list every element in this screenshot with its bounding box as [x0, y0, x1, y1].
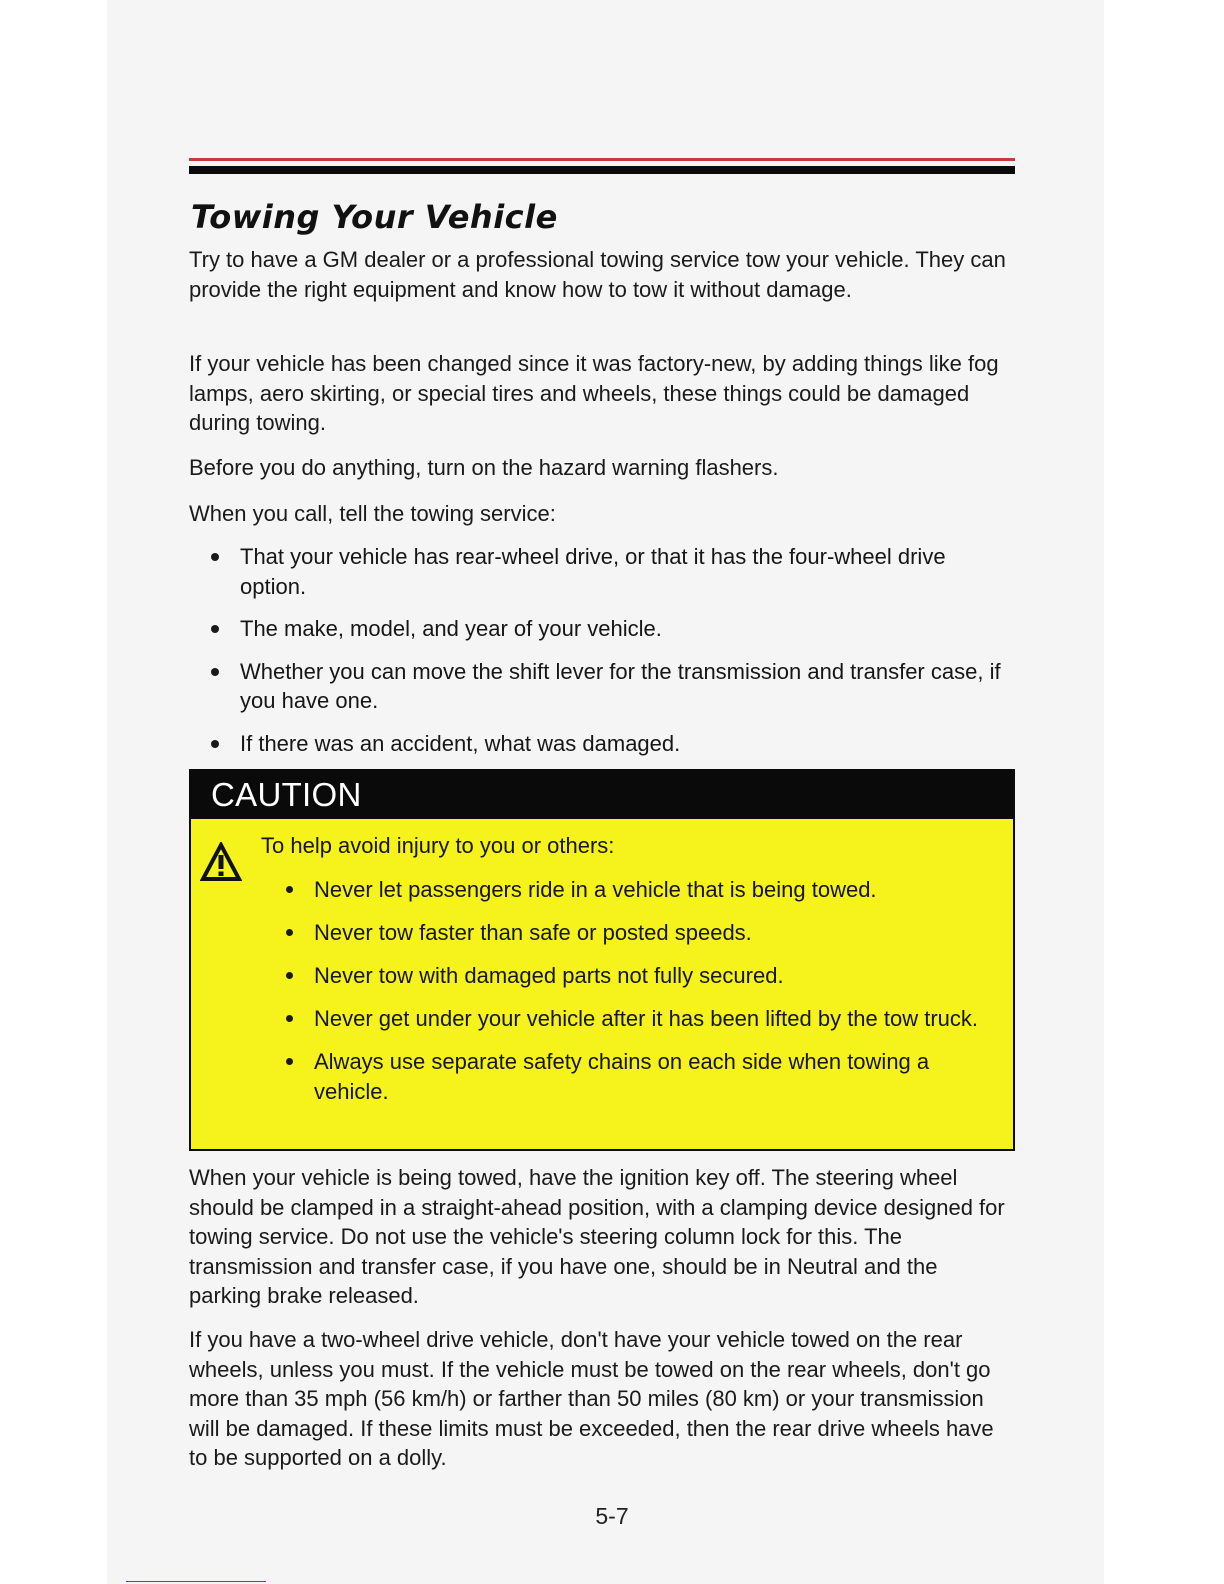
list-item: Never tow with damaged parts not fully secured.: [263, 961, 993, 991]
caution-header: CAUTION: [191, 771, 1013, 819]
paragraph-two-wheel: If you have a two-wheel drive vehicle, don't have your vehicle towed on the rear wheels, unless you must. If the vehicle must be towed on the rear wheels, don't go more than 35 mph (56 km/h) or farther than 50 miles (80 km) or your transmission will be damaged. If these limits must be exceeded, then the rear drive wheels have to be supported on a dolly.: [189, 1327, 994, 1470]
tell-service-list: [189, 542, 1015, 771]
paragraph-hazard: Before you do anything, turn on the hazard warning flashers.: [189, 455, 779, 480]
warning-triangle-icon: [200, 842, 242, 882]
caution-list: [263, 875, 993, 1120]
page-title: Towing Your Vehicle: [191, 198, 558, 236]
paragraph-modifications: If your vehicle has been changed since it was factory-new, by adding things like fog lamps, aero skirting, or special tires and wheels, these things could be damaged during towing.: [189, 351, 999, 435]
list-item: Never get under your vehicle after it has been lifted by the tow truck.: [263, 1004, 993, 1034]
list-item: Whether you can move the shift lever for the transmission and transfer case, if you have one.: [189, 657, 1015, 716]
list-item: Always use separate safety chains on each side when towing a vehicle.: [263, 1047, 993, 1106]
list-item: Never tow faster than safe or posted speeds.: [263, 918, 993, 948]
caution-intro: To help avoid injury to you or others:: [261, 833, 615, 858]
list-item: That your vehicle has rear-wheel drive, or that it has the four-wheel drive option.: [189, 542, 1015, 601]
list-item: Never let passengers ride in a vehicle that is being towed.: [263, 875, 993, 905]
list-item: The make, model, and year of your vehicle.: [189, 614, 1015, 644]
header-rule: [189, 166, 1015, 174]
page-number: 5-7: [595, 1503, 629, 1529]
paragraph-dealer: Try to have a GM dealer or a professional towing service tow your vehicle. They can provide the right equipment and know how to tow it without damage.: [189, 247, 1006, 302]
caution-box: [189, 769, 1015, 1151]
footer-link-underline[interactable]: [126, 1581, 266, 1582]
header-rule-accent: [189, 158, 1015, 161]
list-item: If there was an accident, what was damaged.: [189, 729, 1015, 759]
paragraph-call: When you call, tell the towing service:: [189, 501, 556, 526]
paragraph-towed: When your vehicle is being towed, have the ignition key off. The steering wheel should be clamped in a straight-ahead position, with a clamping device designed for towing service. Do not use the vehicle's steering column lock for this. The transmission and transfer case, if you have one, should be in Neutral and the parking brake released.: [189, 1165, 1005, 1308]
